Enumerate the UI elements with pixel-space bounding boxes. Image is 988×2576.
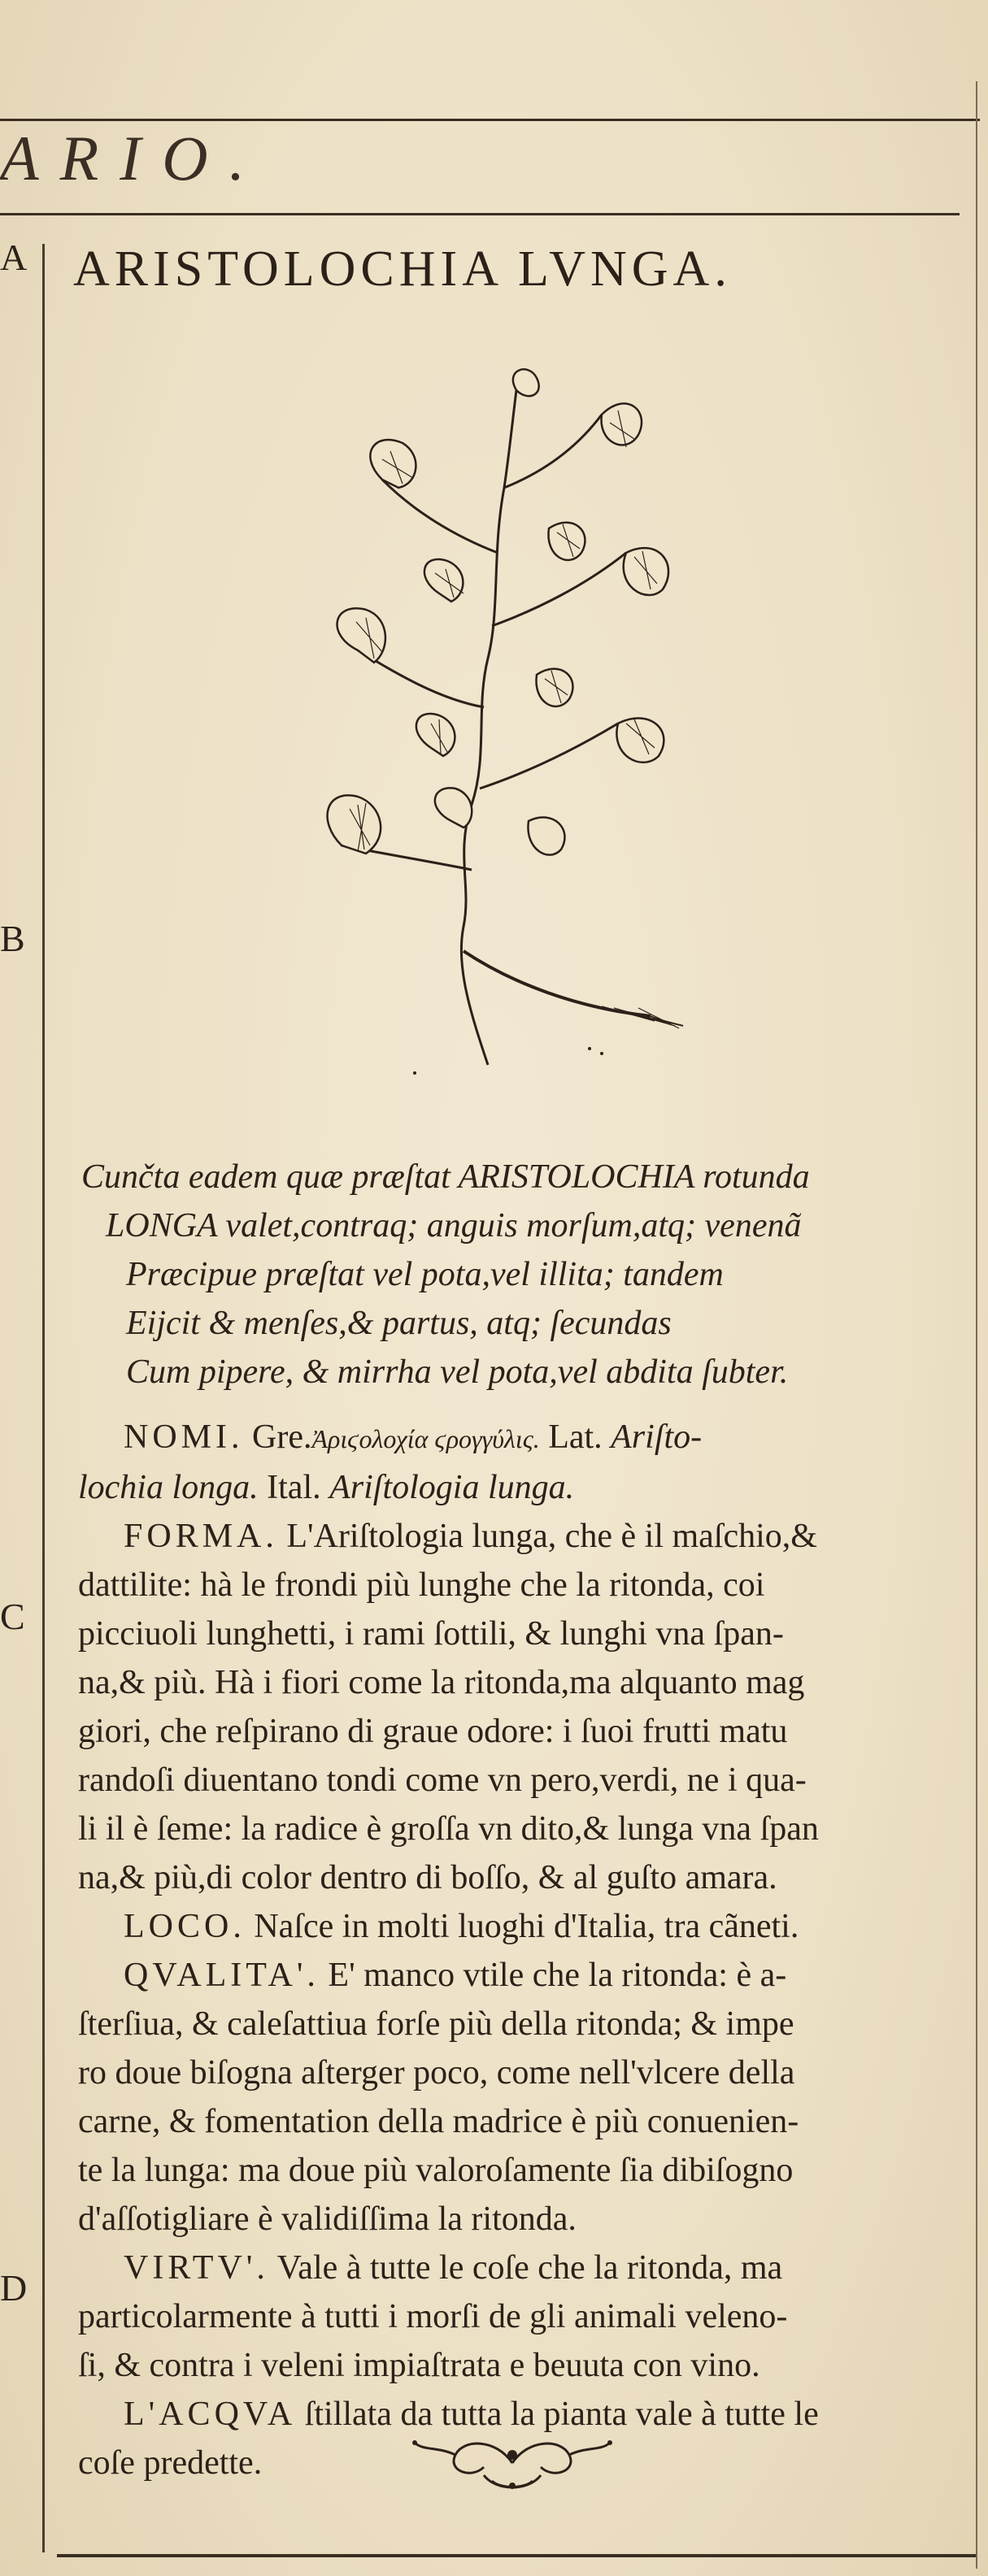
latin-name-a: Ariſto- [611, 1418, 703, 1456]
acqua-label: L'ACQVA [124, 2396, 297, 2433]
forma-line: dattilite: hà le frondi più lunghe che la ritonda, coi [78, 1566, 765, 1604]
forma-line: picciuoli lunghetti, i rami ſottili, & lunghi vna ſpan- [78, 1615, 784, 1653]
margin-letter-c: C [0, 1596, 25, 1637]
forma-line: giori, che reſpirano di graue odore: i ſuoi frutti matu [78, 1713, 788, 1750]
qualita-line [78, 1951, 968, 2000]
virtu-line: ſi, & contra i veleni impiaſtrata e beuuta con vino. [78, 2347, 760, 2384]
greek-name: Ἀριϛολοχία ϛρογγύλις. [311, 1424, 540, 1453]
right-page-edge [976, 81, 977, 2569]
qualita-line: te la lunga: ma doue più valoroſamente ſia dibiſogno [78, 2152, 794, 2189]
italian-intro: Ital. [267, 1469, 321, 1506]
virtu-line: particolarmente à tutti i morſi de gli animali veleno- [78, 2298, 788, 2335]
acqua-text: ſtillata da tutta la pianta vale à tutte le [304, 2396, 819, 2433]
forma-line: na,& più. Hà i fiori come la ritonda,ma alquanto mag [78, 1664, 805, 1701]
margin-letter-a: A [0, 237, 28, 278]
left-column-rule [42, 244, 45, 2552]
verse-line: Eijcit & menſes,& partus, atq; ſecundas [126, 1305, 672, 1342]
forma-line: na,& più,di color dentro di boſſo, & al guſto amara. [78, 1859, 777, 1896]
latin-name-b: lochia longa. [78, 1469, 259, 1506]
loco-text: Naſce in molti luoghi d'Italia, tra cãneti. [254, 1908, 799, 1945]
verse-line: Præcipue præſtat vel pota,vel illita; tandem [126, 1256, 724, 1293]
loco-line [78, 1902, 968, 1951]
greek-intro: Gre. [252, 1418, 312, 1456]
qualita-line: ſterſiua, & caleſattiua forſe più della ritonda; & impe [78, 2005, 794, 2043]
aristolochia-plant-woodcut-icon [268, 366, 707, 1081]
header-underline [0, 213, 960, 215]
margin-letter-b: B [0, 918, 25, 959]
qualita-label: QVALITA'. [124, 1957, 320, 1994]
forma-line: randoſi diuentano tondi come vn pero,verdi, ne i qua- [78, 1761, 807, 1799]
floral-tailpiece-ornament-icon [407, 2430, 618, 2496]
commentary-body [78, 1413, 968, 2487]
top-rule [0, 119, 980, 121]
qualita-line: ro doue biſogna aſterger poco, come nell'vlcere della [78, 2054, 795, 2092]
loco-label: LOCO. [124, 1908, 246, 1945]
latin-verse [81, 1153, 968, 1397]
latin-intro: Lat. [548, 1418, 603, 1456]
verse-line: Cunčta eadem quæ præſtat ARISTOLOCHIA rotunda [81, 1158, 810, 1196]
virtu-text: Vale à tutte le coſe che la ritonda, ma [276, 2249, 783, 2287]
forma-line [78, 1512, 968, 1561]
italian-name: Ariſtologia lunga. [329, 1469, 575, 1506]
verse-line: LONGA valet,contraq; anguis morſum,atq; venenã [106, 1207, 802, 1245]
forma-label: FORMA. [124, 1518, 278, 1555]
qualita-line: d'aſſotigliare è validiſſima la ritonda. [78, 2200, 577, 2238]
forma-text: L'Ariſtologia lunga, che è il maſchio,& [286, 1518, 817, 1555]
plant-title: ARISTOLOCHIA LVNGA. [73, 241, 732, 297]
qualita-text: E' manco vtile che la ritonda: è a- [328, 1957, 787, 1994]
nomi-line-2 [78, 1463, 968, 1512]
forma-line: li il è ſeme: la radice è groſſa vn dito,& lunga vna ſpan [78, 1810, 819, 1848]
virtu-label: VIRTV'. [124, 2249, 269, 2287]
acqua-line: coſe predette. [78, 2444, 263, 2482]
margin-letter-d: D [0, 2267, 28, 2309]
virtu-line [78, 2244, 968, 2292]
verse-line: Cum pipere, & mirrha vel pota,vel abdita ſubter. [126, 1353, 789, 1391]
bottom-rule [57, 2554, 976, 2557]
nomi-label: NOMI. [124, 1418, 244, 1456]
nomi-line-1 [78, 1413, 968, 1463]
running-header: ARIO. [0, 123, 267, 193]
qualita-line: carne, & fomentation della madrice è più conuenien- [78, 2103, 799, 2140]
